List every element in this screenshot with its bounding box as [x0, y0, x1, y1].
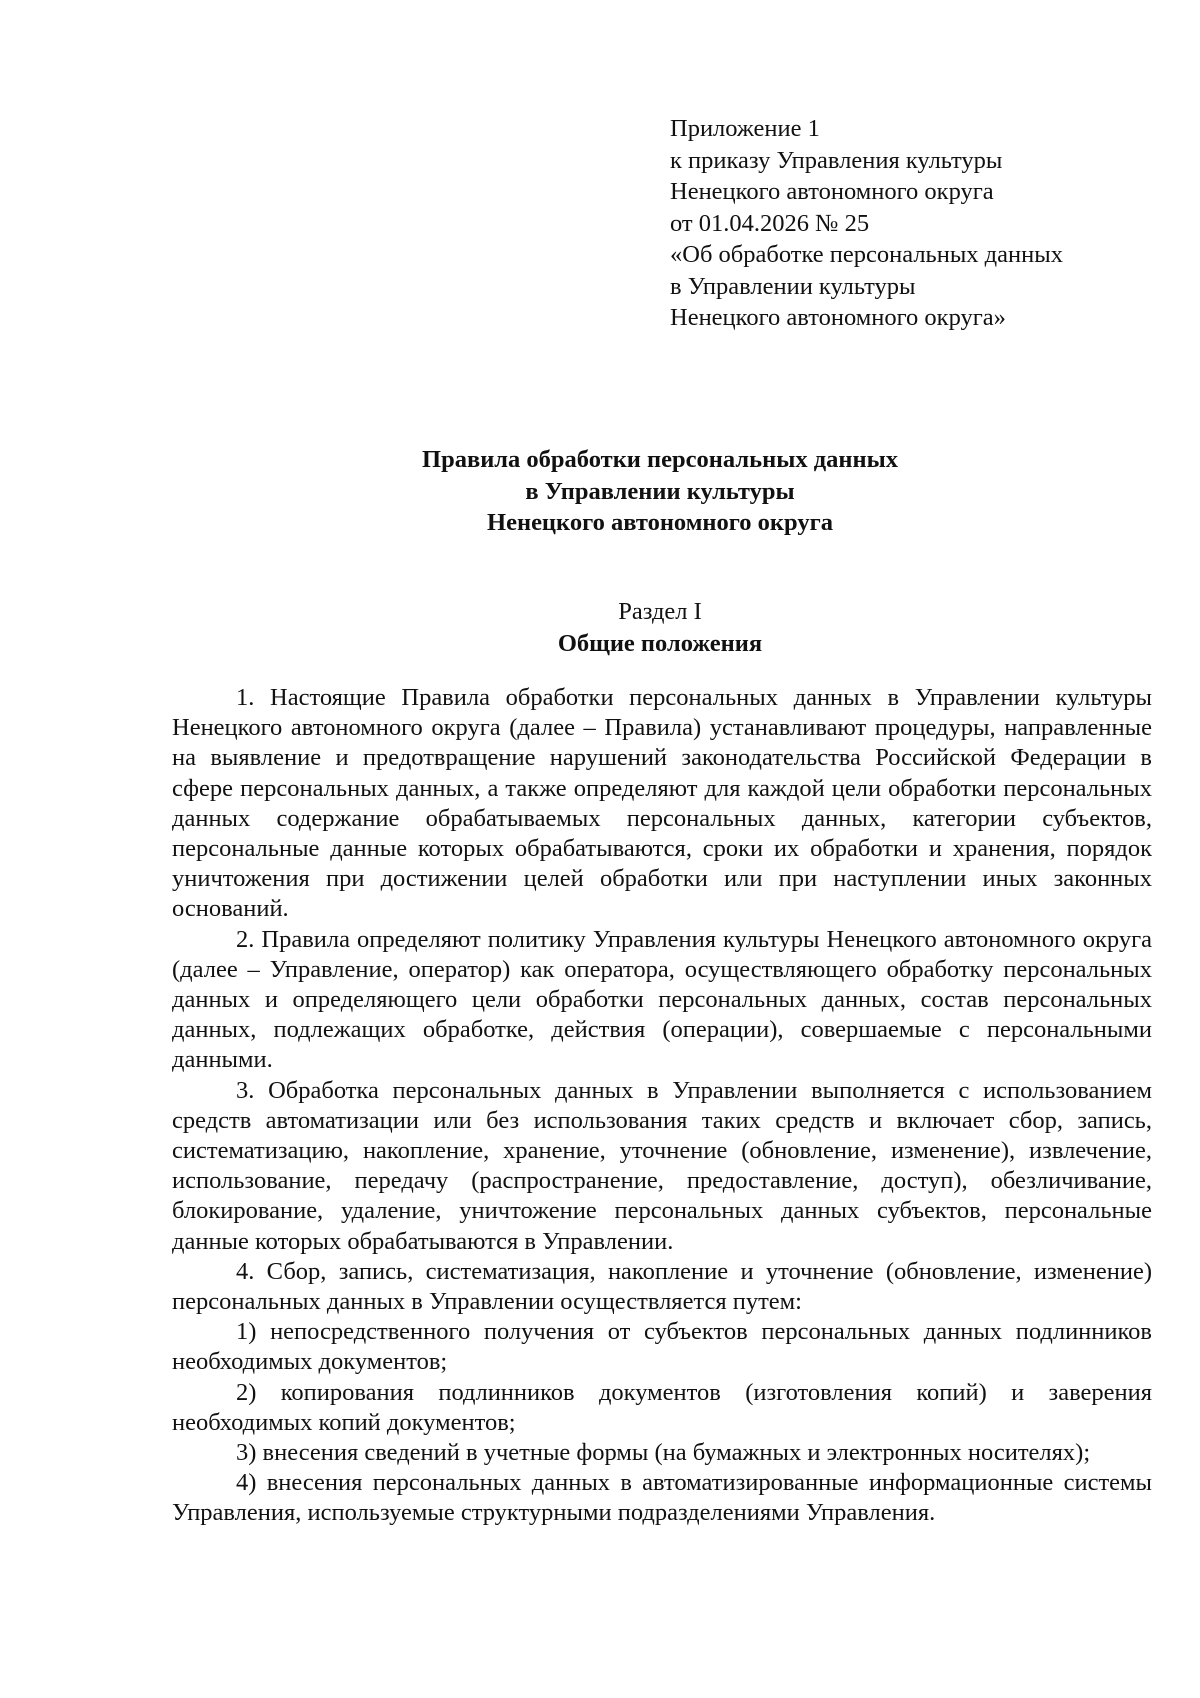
list-item: 1) непосредственного получения от субъектов персональных данных подлинников необходимых документов;: [172, 1318, 1152, 1376]
list-item: 2) копирования подлинников документов (изготовления копий) и заверения необходимых копий документов;: [172, 1378, 1152, 1436]
appendix-line: к приказу Управления культуры: [670, 146, 1003, 174]
appendix-line: в Управлении культуры: [670, 272, 916, 300]
section-heading: [150, 596, 1170, 659]
paragraph: 3. Обработка персональных данных в Управлении выполняется с использованием средств автоматизации или без использования таких средств и включает сбор, запись, систематизацию, накопление, хранение, уточнение (обновление, изменение), извлечение, использование, передачу (распространение, предоставление, доступ), обезличивание, блокирование, удаление, уничтожение персональных данных субъектов, персональные данные которых обрабатываются в Управлении.: [172, 1076, 1152, 1255]
appendix-header: [670, 113, 1150, 334]
body-text: [172, 683, 1152, 1529]
document-title: [150, 444, 1170, 539]
appendix-line: Приложение 1: [670, 115, 820, 142]
section-title: Общие положения: [557, 629, 763, 657]
list-item: 4) внесения персональных данных в автоматизированные информационные системы Управления, используемые структурными подразделениями Управления.: [172, 1469, 1152, 1527]
appendix-line: Ненецкого автономного округа: [670, 178, 994, 205]
list-item: 3) внесения сведений в учетные формы (на бумажных и электронных носителях);: [236, 1439, 1091, 1467]
section-number: Раздел I: [618, 598, 702, 625]
title-line: в Управлении культуры: [525, 477, 795, 505]
title-line: Правила обработки персональных данных: [422, 446, 898, 473]
title-line: Ненецкого автономного округа: [487, 509, 833, 536]
appendix-line: «Об обработке персональных данных: [670, 241, 1063, 268]
appendix-line: от 01.04.2026 № 25: [670, 209, 870, 237]
appendix-line: Ненецкого автономного округа»: [670, 304, 1006, 331]
paragraph: 2. Правила определяют политику Управления культуры Ненецкого автономного округа (далее – Управление, оператор) как оператора, осуществляющего обработку персональных данных и определяющего цели обработки персональных данных, состав персональных данных, подлежащих обработке, действия (операции), совершаемые с персональными данными.: [172, 925, 1152, 1074]
paragraph: 1. Настоящие Правила обработки персональных данных в Управлении культуры Ненецкого автономного округа (далее – Правила) устанавливают процедуры, направленные на выявление и предотвращение нарушений законодательства Российской Федерации в сфере персональных данных, а также определяют для каждой цели обработки персональных данных содержание обрабатываемых персональных данных, категории субъектов, персональные данные которых обрабатываются, сроки их обработки и хранения, порядок уничтожения при достижении целей обработки или при наступлении иных законных оснований.: [172, 684, 1152, 923]
paragraph: 4. Сбор, запись, систематизация, накопление и уточнение (обновление, изменение) персональных данных в Управлении осуществляется путем:: [172, 1257, 1152, 1316]
